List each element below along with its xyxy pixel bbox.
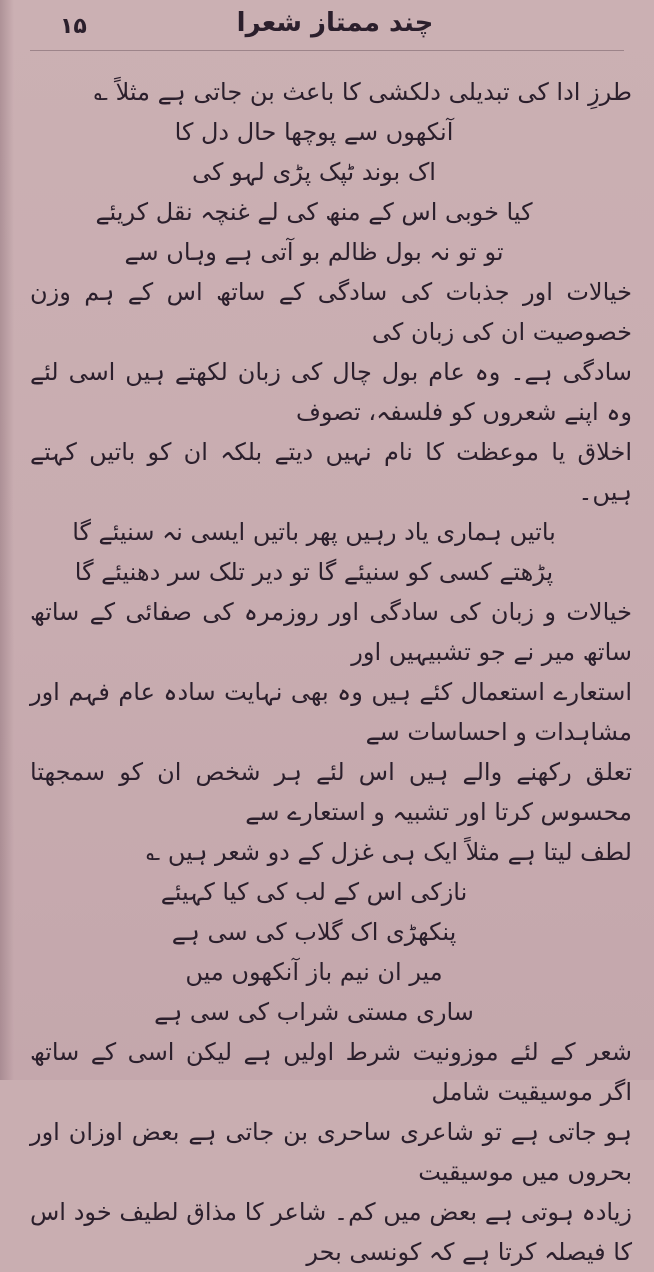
text-line: اخلاق یا موعظت کا نام نہیں دیتے بلکہ ان کو باتیں کہتے ہیں۔ [30, 438, 632, 506]
text-line: خیالات و زبان کی سادگی اور روزمرہ کی صفائی کے ساتھ ساتھ میر نے جو تشبیہیں اور [30, 598, 632, 666]
page-body [30, 72, 638, 1266]
verse-line: کیا خوبی اس کے منھ کی لے غنچہ نقل کریئے [95, 198, 533, 226]
text-line: زیادہ ہوتی ہے بعض میں کم۔ شاعر کا مذاق لطیف خود اس کا فیصلہ کرتا ہے کہ کونسی بحر [30, 1198, 632, 1266]
verse-line: میر ان نیم باز آنکھوں میں [185, 958, 443, 986]
paragraph-music [30, 1032, 638, 1272]
verse-line: تو تو نہ بول ظالم بو آتی ہے وہاں سے [124, 238, 504, 266]
verse-line: پنکھڑی اک گلاب کی سی ہے [171, 918, 457, 946]
verse-block-3 [30, 872, 638, 1032]
verse-line: پڑھتے کسی کو سنیئے گا تو دیر تلک سر دھنیئے گا [74, 558, 554, 586]
text-line: شعر کے لئے موزونیت شرط اولیں ہے لیکن اسی کے ساتھ اگر موسیقیت شامل [30, 1038, 632, 1106]
running-head: چند ممتاز شعرا [236, 8, 434, 38]
verse-line: اک بوند ٹپک پڑی لہو کی [192, 158, 436, 186]
intro-paragraph [30, 72, 638, 112]
text-line: سادگی ہے۔ وہ عام بول چال کی زبان لکھتے ہیں اسی لئے وہ اپنے شعروں کو فلسفہ، تصوف [30, 358, 632, 426]
verse-line: ساری مستی شراب کی سی ہے [154, 998, 474, 1026]
verse-block-1 [30, 112, 638, 272]
verse-line: نازکی اس کے لب کی کیا کہیئے [160, 878, 468, 906]
paragraph-simplicity [30, 272, 638, 512]
paragraph-metaphors [30, 592, 638, 872]
text-line: تعلق رکھنے والے ہیں اس لئے ہر شخص ان کو سمجھتا محسوس کرتا اور تشبیہ و استعارے سے [30, 758, 632, 826]
text-line: خیالات اور جذبات کی سادگی کے ساتھ اس کے ہم وزن خصوصیت ان کی زبان کی [30, 278, 632, 346]
text-line: لطف لیتا ہے مثلاً ایک ہی غزل کے دو شعر ہیں ؎ [146, 838, 632, 866]
header-rule [30, 50, 624, 51]
verse-line: آنکھوں سے پوچھا حال دل کا [174, 118, 454, 146]
text-line: استعارے استعمال کئے ہیں وہ بھی نہایت سادہ عام فہم اور مشاہدات و احساسات سے [30, 678, 632, 746]
verse-line: باتیں ہماری یاد رہیں پھر باتیں ایسی نہ سنیئے گا [72, 518, 556, 546]
verse-block-2 [30, 512, 638, 592]
text-line: طرزِ ادا کی تبدیلی دلکشی کا باعث بن جاتی ہے مثلاً ؎ [93, 78, 632, 106]
page-number: ۱۵ [60, 14, 87, 39]
text-line: ہو جاتی ہے تو شاعری ساحری بن جاتی ہے بعض اوزان اور بحروں میں موسیقیت [30, 1118, 632, 1186]
